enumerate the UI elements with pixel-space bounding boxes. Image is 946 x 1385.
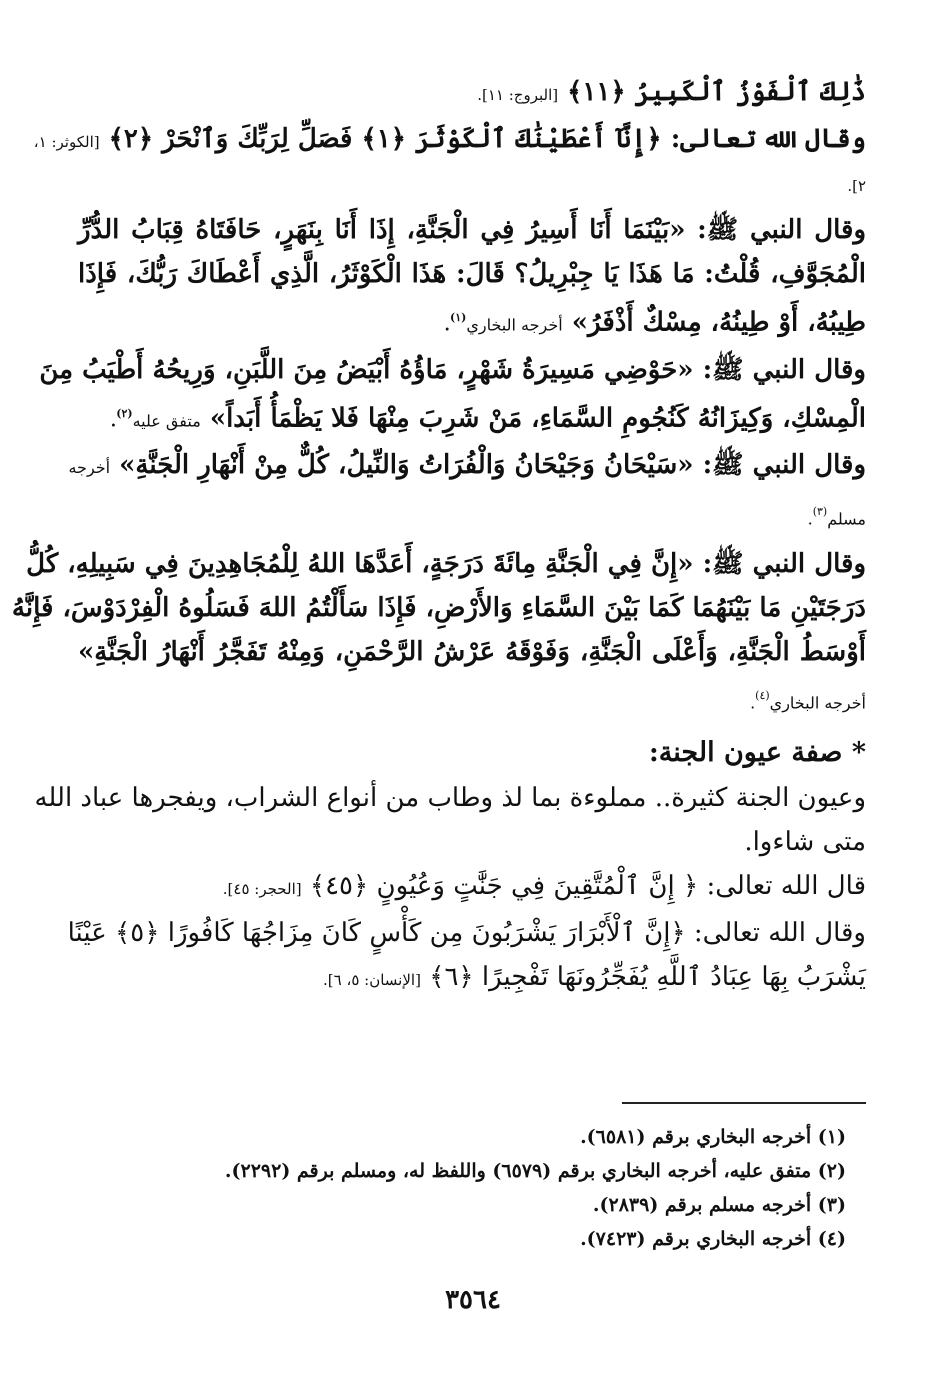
text-line: أَوْسَطُ الْجَنَّةِ، وَأَعْلَى الْجَنَّةِ، وَفَوْقَهُ عَرْشُ الرَّحْمَنِ، وَمِنْهُ تَفَجَّرُ أَنْهَارُ الْجَنَّةِ» [78, 636, 866, 667]
footnotes [225, 1120, 846, 1256]
footnote: (٤) أخرجه البخاري برقم (٧٤٢٣). [580, 1228, 846, 1250]
text-line: أخرجه البخاري$^{(٤)}$. [750, 688, 866, 713]
text-line: وقال الله تعالى: ﴿إِنَّ ٱلْأَبْرَارَ يَشْرَبُونَ مِن كَأْسٍ كَانَ مِزَاجُهَا كَافُورًا ﴿٥﴾ عَيْنًا [67, 917, 866, 948]
text-line: الْمِسْكِ، وَكِيزَانُهُ كَنُجُومِ السَّمَاءِ، مَنْ شَرِبَ مِنْهَا فَلا يَظْمَأُ أَبَداً» متفق عليه$^{(٢)}$. [110, 403, 866, 434]
page-number: ٣٥٦٤ [445, 1285, 501, 1315]
footnote: (٢) متفق عليه، أخرجه البخاري برقم (٦٥٧٩) واللفظ له، ومسلم برقم (٢٢٩٢). [224, 1160, 846, 1182]
text-line: وقال الله تعالى: ﴿إِنَّآ أَعْطَيْنَٰكَ ٱلْكَوْثَرَ ﴿١﴾ فَصَلِّ لِرَبِّكَ وَٱنْحَرْ ﴿٢﴾ [الكوثر: ١، [33, 124, 866, 154]
text-line: مسلم$^{(٣)}$. [807, 505, 866, 529]
footnote: (١) أخرجه البخاري برقم (٦٥٨١). [580, 1126, 846, 1148]
text-line: وقال النبي ﷺ: «سَيْحَانُ وَجَيْحَانُ وَالْفُرَاتُ وَالنِّيلُ، كُلٌّ مِنْ أَنْهَارِ الْجَنَّةِ» أخرجه [68, 450, 866, 481]
section-heading: * صفة عيون الجنة: [648, 736, 866, 768]
text-line: يَشْرَبُ بِهَا عِبَادُ ٱللَّهِ يُفَجِّرُونَهَا تَفْجِيرًا ﴿٦﴾ [الإنسان: ٥، ٦]. [323, 961, 866, 992]
text-line: وعيون الجنة كثيرة.. مملوءة بما لذ وطاب من أنواع الشراب، ويفجرها عباد الله [34, 782, 866, 813]
text-line: وقال النبي ﷺ: «بَيْنَمَا أَنَا أَسِيرُ فِي الْجَنَّةِ، إِذَا أَنَا بِنَهَرٍ، حَافَتَاهُ قِبَابُ الدُّرِّ [78, 215, 866, 245]
text-line: ٢]. [847, 177, 866, 195]
text-line: وقال النبي ﷺ: «إِنَّ فِي الْجَنَّةِ مِائَةَ دَرَجَةٍ، أَعَدَّهَا اللهُ لِلْمُجَاهِدِينَ فِي سَبِيلِهِ، كُلُّ [26, 548, 866, 579]
footnote-divider [622, 1102, 866, 1104]
text-line: وقال النبي ﷺ: «حَوْضِي مَسِيرَةُ شَهْرٍ، مَاؤُهُ أَبْيَضُ مِنَ اللَّبَنِ، وَرِيحُهُ أَطْيَبُ مِنَ [39, 354, 866, 385]
page-body [11, 70, 866, 1002]
text-line: ذَٰلِكَ ٱلْفَوْزُ ٱلْكَبِيرُ ﴿١١﴾ [البروج: ١١]. [477, 77, 866, 107]
text-line: الْمُجَوَّفِ، قُلْتُ: مَا هَذَا يَا جِبْرِيلُ؟ قَالَ: هَذَا الْكَوْثَرُ، الَّذِي أَعْطَاكَ رَبُّكَ، فَإِذَا [78, 259, 866, 289]
text-line: طِيبُهُ، أَوْ طِينُهُ، مِسْكٌ أَذْفَرُ» أخرجه البخاري$^{(١)}$. [444, 307, 866, 338]
footnote: (٣) أخرجه مسلم برقم (٢٨٣٩). [592, 1194, 846, 1216]
text-line: قال الله تعالى: ﴿ إِنَّ ٱلْمُتَّقِينَ فِي جَنَّٰتٍ وَعُيُونٍ ﴿٤٥﴾ [الحجر: ٤٥]. [222, 870, 866, 901]
text-line: دَرَجَتَيْنِ مَا بَيْنَهُمَا كَمَا بَيْنَ السَّمَاءِ وَالأَرْضِ، فَإِذَا سَأَلْتُمُ اللهَ فَسَلُوهُ الْفِرْدَوْسَ، فَإِنَّهُ [11, 592, 866, 623]
text-line: متى شاءوا. [744, 826, 866, 857]
